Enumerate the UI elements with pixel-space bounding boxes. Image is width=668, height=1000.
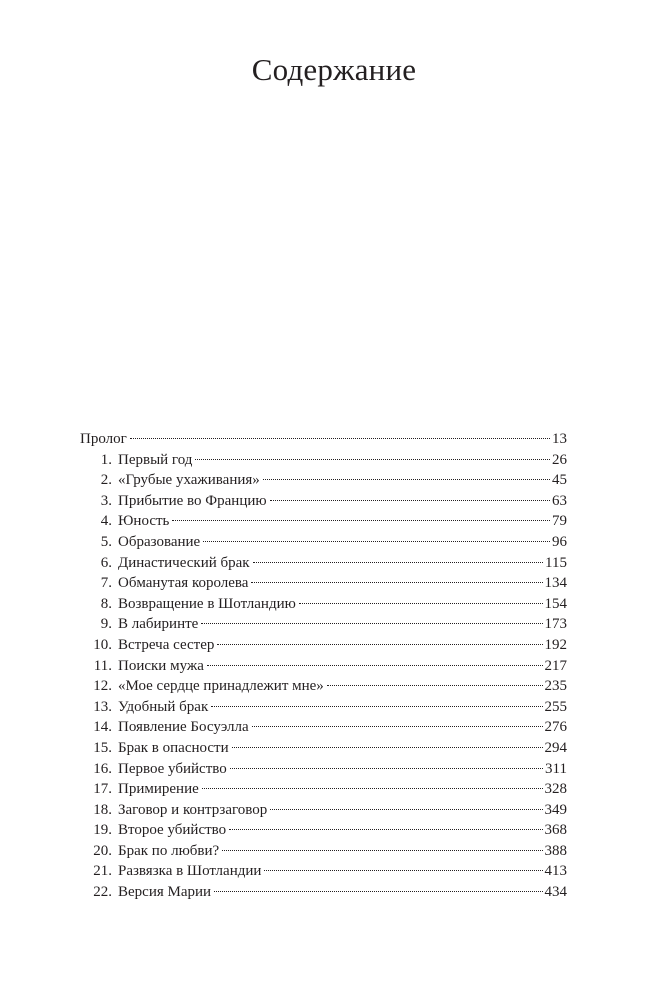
toc-entry-page: 255 (544, 698, 567, 715)
toc-entry-page: 154 (544, 595, 567, 612)
toc-entry-title: Династический брак (118, 554, 250, 571)
dot-leader (270, 500, 550, 501)
toc-entry-title: Первое убийство (118, 760, 227, 777)
dot-leader (299, 603, 543, 604)
toc-entry[interactable] (80, 800, 567, 821)
toc-entry-page: 26 (552, 451, 567, 468)
dot-leader (195, 459, 550, 460)
toc-entry-title: Прибытие во Францию (118, 492, 267, 509)
toc-entry-number: 19. (93, 822, 112, 839)
toc-entry[interactable] (80, 676, 567, 697)
dot-leader (230, 768, 543, 769)
toc-entry-number: 9. (100, 616, 112, 633)
page-title: Содержание (251, 52, 417, 87)
toc-entry-title: Удобный брак (118, 698, 209, 715)
dot-leader (264, 870, 542, 871)
toc-entry-title: Второе убийство (118, 822, 227, 839)
toc-entry[interactable] (80, 759, 567, 780)
toc-entry-title: Версия Марии (118, 884, 212, 901)
toc-entry[interactable] (80, 697, 567, 718)
toc-entry-title: Появление Босуэлла (118, 719, 249, 736)
toc-entry-number: 13. (93, 698, 112, 715)
toc-entry-page: 434 (544, 884, 567, 901)
toc-entry-number: 12. (93, 678, 112, 695)
toc-entry-page: 45 (552, 472, 567, 489)
toc-entry[interactable] (80, 841, 567, 862)
toc-entry-page: 368 (544, 822, 567, 839)
toc-entry-number: 21. (93, 863, 112, 880)
dot-leader (203, 541, 550, 542)
toc-entry-number: 15. (93, 739, 112, 756)
dot-leader (217, 644, 542, 645)
dot-leader (270, 809, 542, 810)
dot-leader (229, 829, 542, 830)
toc-entry-number: 17. (93, 781, 112, 798)
toc-entry-page: 217 (544, 657, 567, 674)
toc-entry-title: Обманутая королева (118, 575, 249, 592)
toc-entry[interactable] (80, 635, 567, 656)
table-of-contents (80, 429, 567, 903)
toc-entry[interactable] (80, 779, 567, 800)
toc-entry-page: 294 (544, 739, 567, 756)
toc-entry-number: 2. (100, 472, 112, 489)
toc-entry[interactable] (80, 820, 567, 841)
toc-entry-page: 413 (544, 863, 567, 880)
toc-entry-page: 79 (552, 513, 567, 530)
toc-entry[interactable] (80, 532, 567, 553)
toc-entry-page: 235 (544, 678, 567, 695)
toc-entry-number: 11. (93, 657, 112, 674)
dot-leader (172, 520, 550, 521)
toc-entry[interactable] (80, 491, 567, 512)
toc-entry-page: 349 (544, 801, 567, 818)
toc-entry[interactable] (80, 553, 567, 574)
toc-entry[interactable] (80, 717, 567, 738)
toc-entry-title: Образование (118, 533, 201, 550)
dot-leader (232, 747, 543, 748)
dot-leader (327, 685, 543, 686)
toc-entry-page: 115 (545, 554, 567, 571)
toc-entry[interactable] (80, 573, 567, 594)
toc-entry[interactable] (80, 511, 567, 532)
toc-entry[interactable] (80, 738, 567, 759)
toc-entry-title: Возвращение в Шотландию (118, 595, 296, 612)
toc-entry[interactable] (80, 882, 567, 903)
dot-leader (222, 850, 542, 851)
toc-entry-number: 7. (100, 575, 112, 592)
toc-entry-page: 328 (544, 781, 567, 798)
toc-entry-title: Брак в опасности (118, 739, 229, 756)
toc-entry-page: 134 (544, 575, 567, 592)
toc-entry[interactable] (80, 470, 567, 491)
toc-entry-number: 4. (100, 513, 112, 530)
toc-entry-page: 13 (552, 431, 567, 447)
toc-entry-page: 173 (544, 616, 567, 633)
toc-entry-page: 63 (552, 492, 567, 509)
toc-entry-number: 20. (93, 842, 112, 859)
toc-entry-number: 22. (93, 884, 112, 901)
toc-entry-number: 8. (100, 595, 112, 612)
dot-leader (201, 623, 542, 624)
toc-entry-number: 6. (100, 554, 112, 571)
toc-entry-title: «Мое сердце принадлежит мне» (118, 678, 324, 695)
toc-entry-number: 16. (93, 760, 112, 777)
dot-leader (263, 479, 550, 480)
toc-entry-title: Встреча сестер (118, 636, 215, 653)
toc-entry-number: 18. (93, 801, 112, 818)
toc-entry-title: Заговор и контрзаговор (118, 801, 268, 818)
dot-leader (214, 891, 542, 892)
toc-entry-title: Развязка в Шотландии (118, 863, 262, 880)
toc-entry-page: 388 (544, 842, 567, 859)
toc-entry-page: 276 (544, 719, 567, 736)
toc-entry[interactable] (80, 614, 567, 635)
toc-entry-title: Брак по любви? (118, 842, 220, 859)
toc-entry-title: В лабиринте (118, 616, 199, 633)
dot-leader (207, 665, 543, 666)
dot-leader (202, 788, 543, 789)
toc-entry[interactable] (80, 656, 567, 677)
toc-entry[interactable] (80, 450, 567, 471)
toc-entry-title: «Грубые ухаживания» (118, 472, 260, 489)
dot-leader (130, 438, 550, 439)
toc-entry-title: Первый год (118, 451, 193, 468)
toc-entry-title: Примирение (118, 781, 199, 798)
toc-entry-page: 311 (545, 760, 567, 777)
dot-leader (251, 582, 542, 583)
toc-entry-title: Поиски мужа (118, 657, 204, 674)
toc-entry-prologue[interactable] (80, 429, 567, 450)
dot-leader (252, 726, 543, 727)
toc-entry-title: Пролог (80, 431, 127, 447)
toc-entry-number: 5. (100, 533, 112, 550)
toc-entry-page: 192 (544, 636, 567, 653)
toc-entry-page: 96 (552, 533, 567, 550)
toc-entry-title: Юность (118, 513, 170, 530)
toc-entry-number: 3. (100, 492, 112, 509)
toc-entry-number: 1. (100, 451, 112, 468)
dot-leader (211, 706, 542, 707)
dot-leader (253, 562, 543, 563)
toc-entry[interactable] (80, 594, 567, 615)
toc-entry-number: 14. (93, 719, 112, 736)
toc-entry[interactable] (80, 861, 567, 882)
toc-entry-number: 10. (93, 636, 112, 653)
